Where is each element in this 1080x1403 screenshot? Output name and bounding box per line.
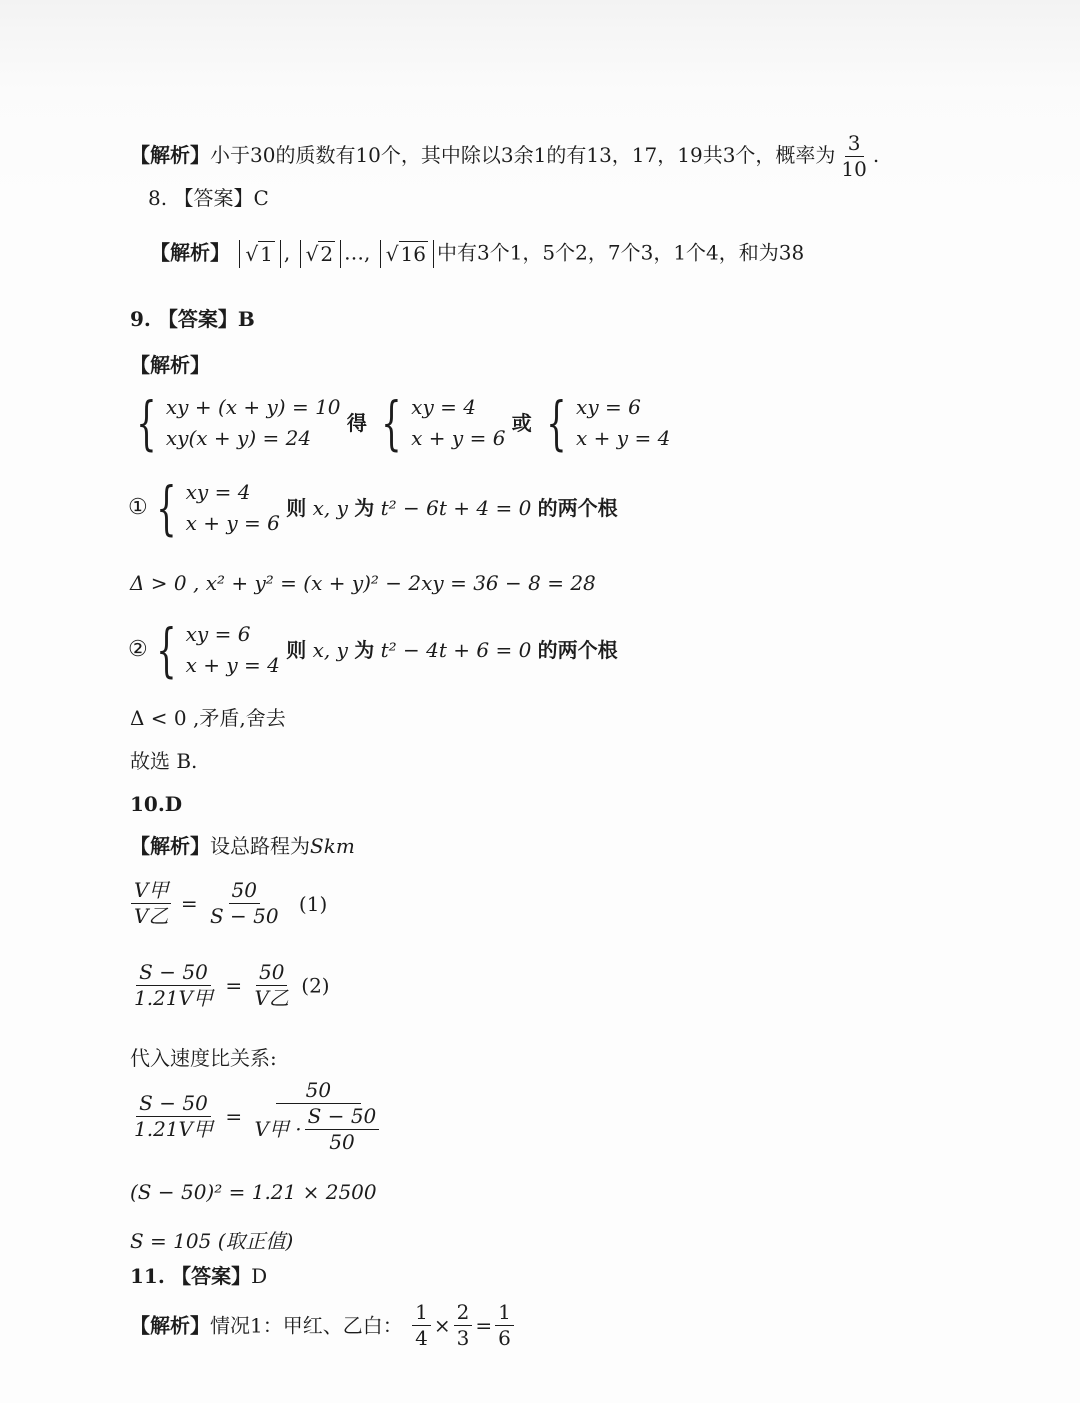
text: 则 [286, 496, 307, 520]
circled-one: ① [128, 494, 148, 520]
numerator: 50 [229, 880, 260, 904]
answer-value: B [237, 307, 255, 331]
variables: x, y [312, 638, 348, 662]
analysis-tag: 【解析】 [130, 834, 210, 858]
equals: = [180, 891, 198, 916]
radicand: 1 [260, 242, 273, 266]
case-2-conclusion [286, 638, 617, 662]
numerator: 50 [276, 1080, 361, 1104]
analysis-tag: 【解析】 [130, 1313, 210, 1338]
analysis-tag: 【解析】 [150, 240, 230, 265]
denominator: 3 [456, 1326, 470, 1350]
quadratic-equation: t² − 4t + 6 = 0 [380, 638, 532, 662]
setup-text: 设总路程为 [210, 834, 310, 858]
answer-tag: 【答案】 [157, 307, 238, 331]
q7-analysis-line [130, 133, 879, 180]
answer-tag: 【答案】 [173, 186, 254, 210]
system-row: xy + (x + y) = 10 [165, 395, 341, 419]
times-sign: × [433, 1313, 451, 1338]
q10-equation-3 [128, 1080, 388, 1153]
q9-case-2 [128, 616, 618, 684]
inner-fraction [305, 1106, 380, 1153]
equation-system-1 [128, 389, 341, 457]
distance-variable: Skm [310, 834, 355, 858]
numerator: 2 [454, 1302, 473, 1326]
floor-sqrt-2 [300, 240, 341, 268]
system-row: xy = 6 [185, 622, 251, 646]
text: 为 [354, 496, 375, 520]
q10-equation-1 [128, 880, 327, 927]
quadratic-equation: t² − 6t + 4 = 0 [380, 496, 532, 520]
equals: = [225, 1104, 243, 1129]
q10-header: 10.D [130, 792, 183, 816]
system-row: x + y = 4 [185, 653, 280, 677]
substituted-right-fraction [251, 1080, 385, 1153]
numerator: 50 [256, 962, 287, 986]
floor-sqrt-1 [239, 240, 280, 268]
period: . [872, 143, 880, 167]
denominator: S − 50 [209, 904, 279, 928]
numerator: 1 [495, 1302, 514, 1326]
q10-equation-5: S = 105 (取正值) [130, 1229, 294, 1253]
case-2-system [148, 616, 280, 684]
denominator: 4 [415, 1326, 428, 1350]
q9-case-1 [128, 474, 618, 542]
system-row: x + y = 6 [185, 511, 280, 535]
therefore-word: 得 [346, 411, 367, 435]
case-1-system [148, 474, 280, 542]
numerator: 1 [412, 1302, 431, 1326]
or-word: 或 [511, 411, 532, 435]
question-number: 9. [130, 307, 151, 331]
denominator: V乙 [254, 986, 289, 1010]
equation-label: (2) [301, 973, 330, 998]
q9-conclusion: 故选 B. [130, 749, 198, 773]
text: 的两个根 [537, 496, 618, 520]
equation-label: (1) [298, 891, 328, 916]
text: 为 [354, 638, 375, 662]
substituted-left-fraction [131, 1093, 216, 1140]
denominator: 1.21V甲 [134, 1117, 213, 1141]
system-row: xy(x + y) = 24 [165, 426, 312, 450]
q10-equation-2 [128, 962, 330, 1009]
q7-analysis-text: 小于30的质数有10个，其中除以3余1的有13，17，19共3个，概率为 [210, 143, 836, 167]
q10-equation-4: (S − 50)² = 1.21 × 2500 [130, 1180, 377, 1204]
equals: = [475, 1313, 493, 1338]
denominator: 50 [329, 1130, 355, 1154]
fraction-result [495, 1302, 514, 1349]
fraction-denominator: 10 [841, 157, 867, 181]
sqrt-symbol: √ 2 [305, 242, 334, 266]
numerator: V甲 [131, 880, 171, 904]
left-brace: { [381, 389, 402, 457]
answer-value: D [251, 1264, 268, 1288]
q11-analysis-line [130, 1302, 517, 1349]
system-row: xy = 4 [411, 395, 476, 419]
q9-analysis-tag: 【解析】 [130, 353, 210, 377]
left-brace: { [136, 389, 157, 457]
system-row: xy = 4 [185, 480, 251, 504]
q8-answer-line [148, 186, 269, 210]
radicand: 2 [320, 242, 334, 266]
case-text: 情况1：甲红、乙白： [210, 1313, 403, 1338]
q10-substitute-text: 代入速度比关系: [130, 1046, 277, 1070]
system-row: x + y = 4 [576, 426, 671, 450]
fraction-1 [412, 1302, 431, 1349]
floor-sqrt-16 [380, 240, 434, 268]
left-brace: { [546, 389, 567, 457]
sqrt-symbol: √ 1 [245, 242, 273, 266]
analysis-tag: 【解析】 [130, 143, 210, 167]
variables: x, y [312, 496, 348, 520]
compound-denominator [251, 1104, 385, 1153]
numerator: S − 50 [136, 1093, 211, 1117]
sqrt-symbol: √ 16 [385, 242, 426, 266]
fraction-numerator: 3 [845, 133, 864, 157]
speed-term: V甲 · [254, 1117, 302, 1141]
text: 的两个根 [537, 638, 618, 662]
numerator: S − 50 [305, 1106, 380, 1130]
speed-ratio-fraction [131, 880, 171, 927]
denominator: 6 [498, 1326, 511, 1350]
left-brace: { [156, 616, 177, 684]
denominator: 1.21V甲 [134, 986, 213, 1010]
q8-analysis-line: 【解析】 √ 1 , √ 2 …, √ 16 中有3个1，5个2，7个3，1个4，和为38 [150, 240, 805, 266]
equation-system-2 [373, 389, 506, 457]
time-fraction-left [131, 962, 216, 1009]
q10-setup [130, 834, 355, 858]
time-fraction-right [251, 962, 291, 1009]
case-1-conclusion [286, 496, 617, 520]
q9-system-equations [128, 389, 671, 457]
question-number: 8. [148, 186, 168, 210]
q9-delta-positive: Δ > 0 , x² + y² = (x + y)² − 2xy = 36 − 8 = 28 [130, 571, 596, 595]
fraction-2 [454, 1302, 473, 1349]
probability-fraction [838, 133, 869, 180]
distance-fraction [207, 880, 282, 927]
numerator: S − 50 [136, 962, 211, 986]
q8-analysis-text: 中有3个1，5个2，7个3，1个4，和为38 [436, 240, 805, 265]
text: 则 [286, 638, 307, 662]
answer-tag: 【答案】 [171, 1264, 252, 1288]
question-number: 11. [130, 1264, 165, 1288]
q11-answer-line [130, 1264, 267, 1288]
denominator: V乙 [134, 904, 169, 928]
q9-answer-line [130, 307, 255, 331]
system-row: xy = 6 [576, 395, 641, 419]
q9-delta-negative: Δ < 0 ,矛盾,舍去 [130, 706, 286, 730]
ellipsis: …, [344, 240, 371, 265]
answer-value: C [253, 186, 269, 210]
system-row: x + y = 6 [411, 426, 506, 450]
circled-two: ② [128, 636, 148, 662]
left-brace: { [156, 474, 177, 542]
equals: = [225, 973, 243, 998]
equation-system-3 [538, 389, 671, 457]
radicand: 16 [400, 242, 426, 266]
